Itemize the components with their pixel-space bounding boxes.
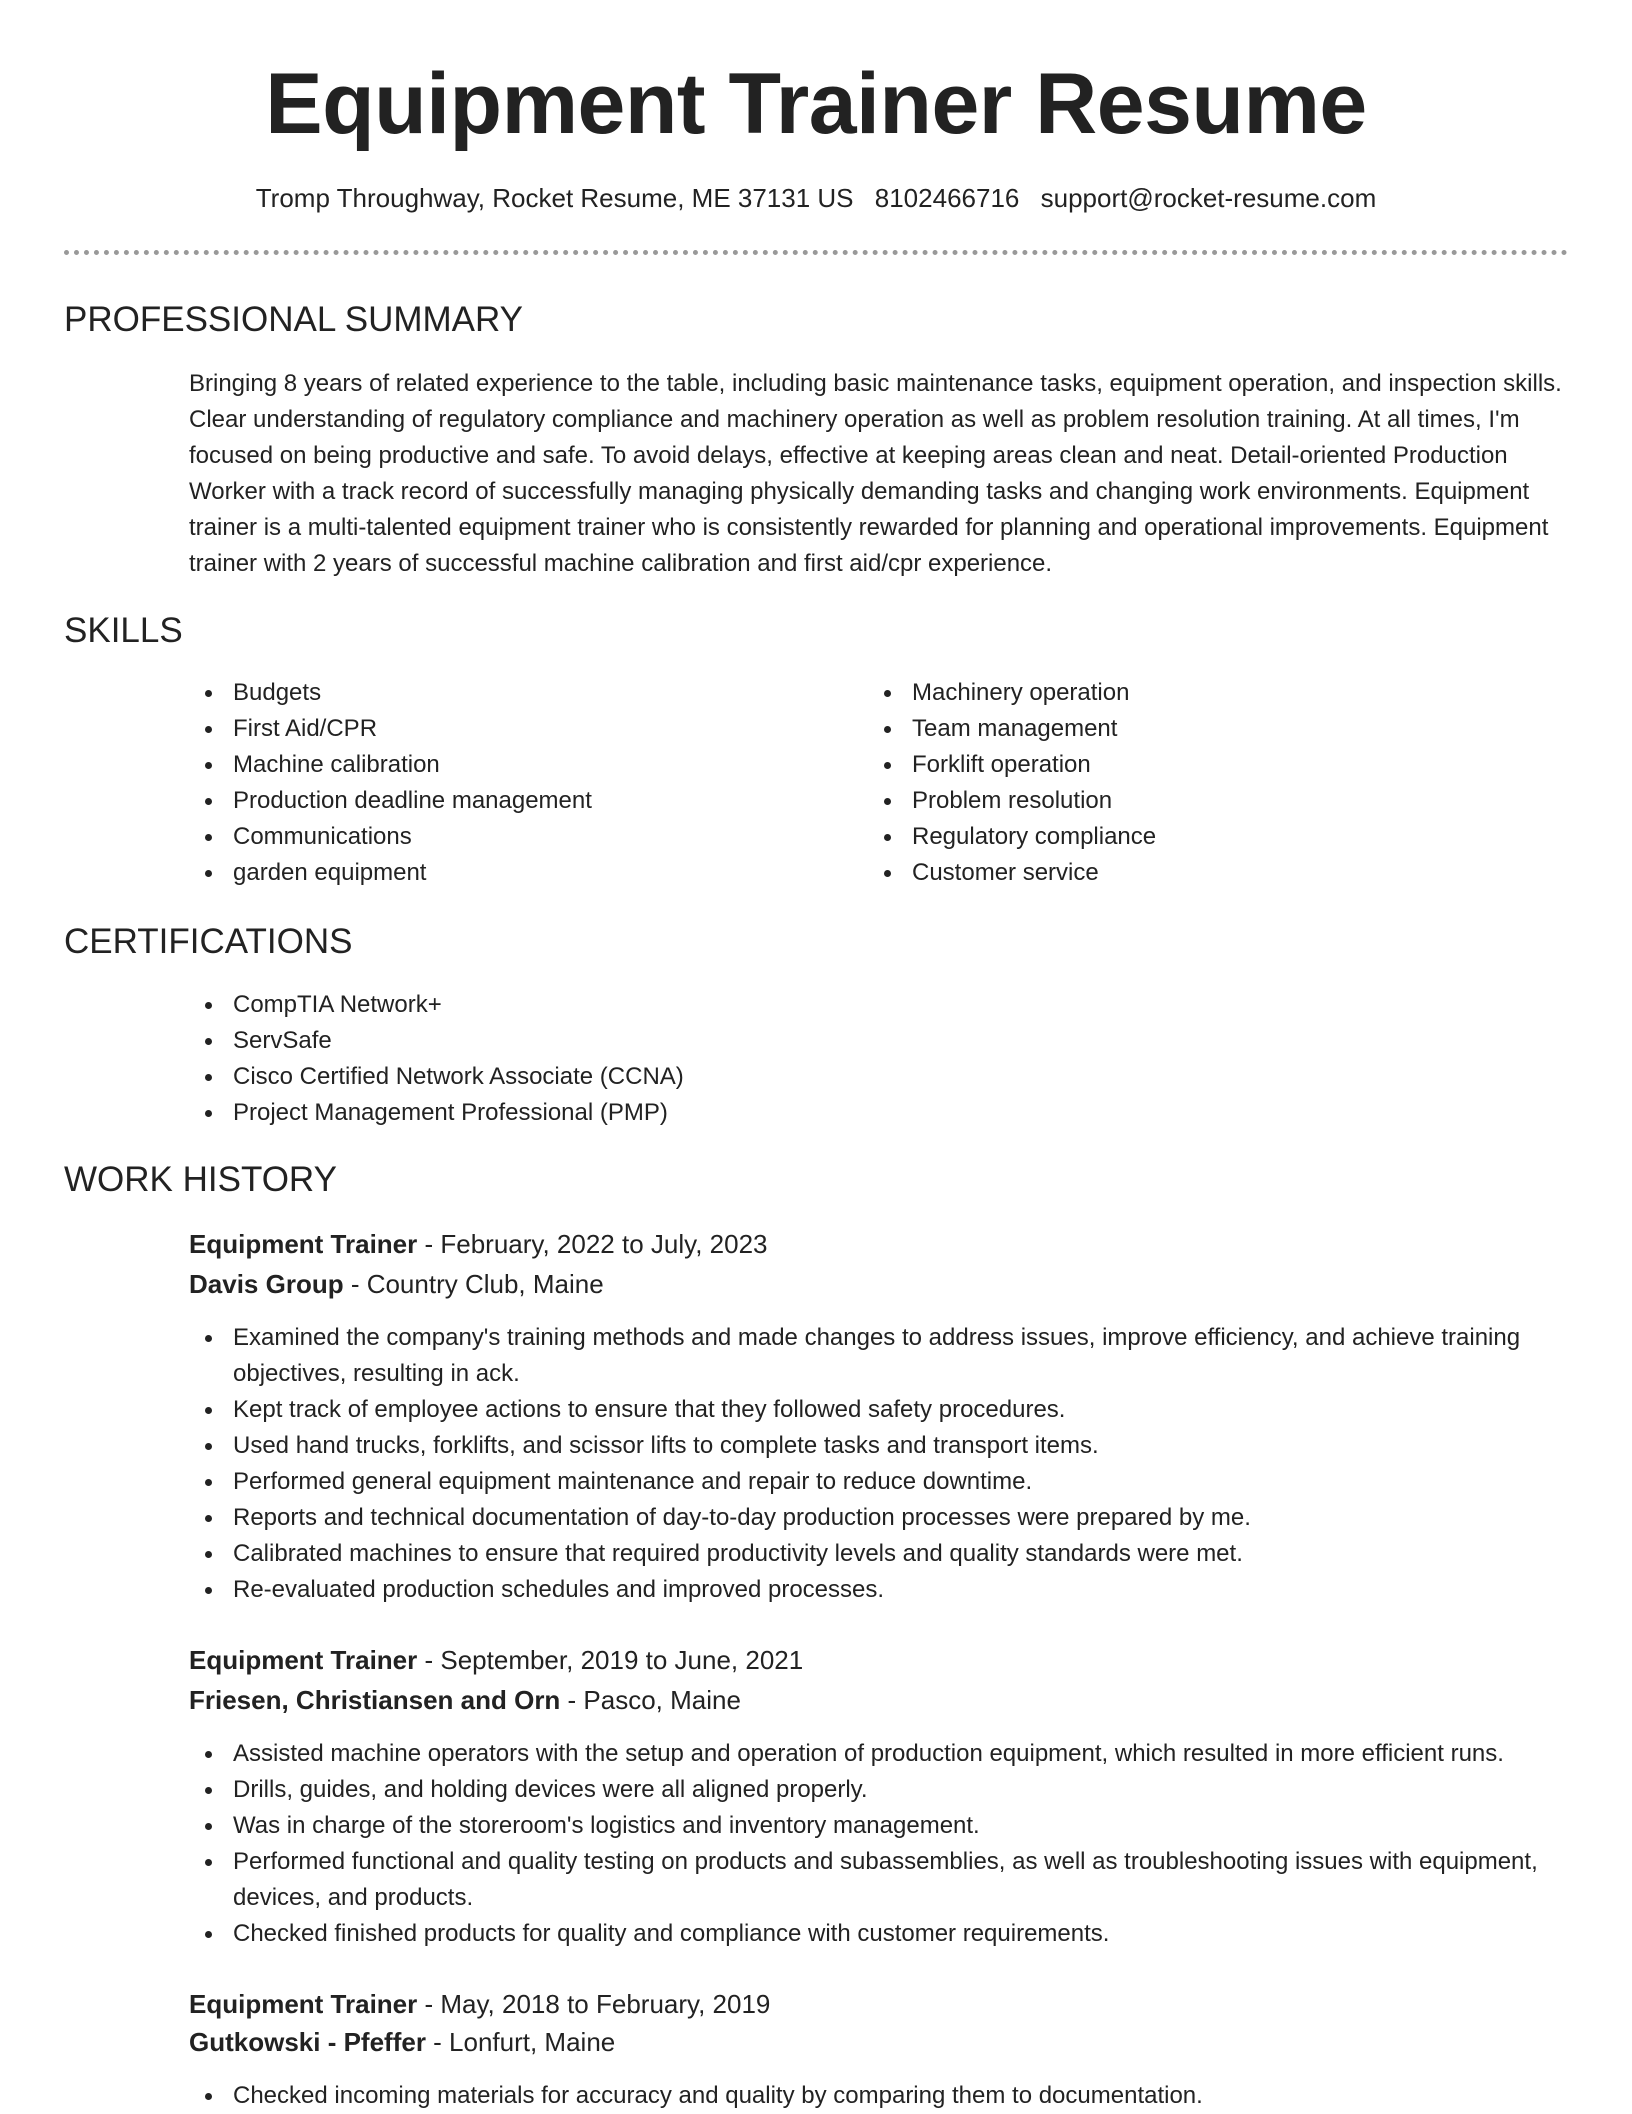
job-duty-item: Was in charge of the storeroom's logistics and inventory management. — [189, 1808, 1569, 1844]
skill-item: Machine calibration — [189, 747, 829, 783]
job-duty-item: Reports and technical documentation of day-to-day production processes were prepared by me. — [189, 1500, 1569, 1536]
job-title-line — [189, 1985, 770, 2023]
skill-item: Team management — [868, 711, 1508, 747]
job-title-line — [189, 1641, 803, 1679]
section-heading-certifications: CERTIFICATIONS — [64, 922, 353, 961]
job-dates: - September, 2019 to June, 2021 — [417, 1645, 804, 1675]
contact-line — [0, 180, 1632, 216]
job-location: - Pasco, Maine — [560, 1685, 741, 1715]
job-title: Equipment Trainer — [189, 1229, 418, 1259]
job-duty-item: Performed functional and quality testing on products and subassemblies, as well as troubleshooting issues with equipment, devices, and products. — [189, 1844, 1569, 1916]
skill-item: Production deadline management — [189, 783, 829, 819]
job-company-line — [189, 1265, 604, 1303]
skill-item: Forklift operation — [868, 747, 1508, 783]
job-title: Equipment Trainer — [189, 1989, 418, 2019]
job-duty-item: Calibrated machines to ensure that required productivity levels and quality standards were met. — [189, 1536, 1569, 1572]
job-duty-item: Examined the company's training methods and made changes to address issues, improve efficiency, and achieve training objectives, resulting in ack. — [189, 1320, 1569, 1392]
section-heading-summary: PROFESSIONAL SUMMARY — [64, 300, 523, 339]
job-location: - Country Club, Maine — [343, 1269, 604, 1299]
skill-item: First Aid/CPR — [189, 711, 829, 747]
certification-item: CompTIA Network+ — [189, 987, 1569, 1023]
job-duties-list — [189, 2078, 1569, 2114]
certification-item: Project Management Professional (PMP) — [189, 1095, 1569, 1131]
section-heading-skills: SKILLS — [64, 611, 183, 650]
job-duty-item: Kept track of employee actions to ensure that they followed safety procedures. — [189, 1392, 1569, 1428]
section-heading-work-history: WORK HISTORY — [64, 1160, 337, 1199]
job-duty-item: Performed general equipment maintenance and repair to reduce downtime. — [189, 1464, 1569, 1500]
job-duty-item: Checked incoming materials for accuracy and quality by comparing them to documentation. — [189, 2078, 1569, 2114]
skill-item: garden equipment — [189, 855, 829, 891]
job-duty-item: Assisted machine operators with the setup and operation of production equipment, which resulted in more efficient runs. — [189, 1736, 1569, 1772]
job-company: Friesen, Christiansen and Orn — [189, 1685, 561, 1715]
job-duty-item: Drills, guides, and holding devices were all aligned properly. — [189, 1772, 1569, 1808]
job-company-line — [189, 2023, 615, 2061]
page-title: Equipment Trainer Resume — [265, 56, 1367, 152]
skill-item: Machinery operation — [868, 675, 1508, 711]
job-dates: - May, 2018 to February, 2019 — [417, 1989, 771, 2019]
job-company: Gutkowski - Pfeffer — [189, 2027, 426, 2057]
job-duty-item: Checked finished products for quality and compliance with customer requirements. — [189, 1916, 1569, 1952]
job-dates: - February, 2022 to July, 2023 — [417, 1229, 768, 1259]
skill-item: Regulatory compliance — [868, 819, 1508, 855]
certification-item: ServSafe — [189, 1023, 1569, 1059]
header-divider — [64, 250, 1568, 255]
skill-item: Communications — [189, 819, 829, 855]
job-company-line — [189, 1681, 741, 1719]
job-location: - Lonfurt, Maine — [425, 2027, 616, 2057]
skill-item: Problem resolution — [868, 783, 1508, 819]
certification-item: Cisco Certified Network Associate (CCNA) — [189, 1059, 1569, 1095]
job-title: Equipment Trainer — [189, 1645, 418, 1675]
skill-item: Customer service — [868, 855, 1508, 891]
job-duties-list — [189, 1320, 1569, 1608]
contact-phone: 8102466716 — [874, 183, 1020, 213]
job-company: Davis Group — [189, 1269, 344, 1299]
skill-item: Budgets — [189, 675, 829, 711]
job-duty-item: Used hand trucks, forklifts, and scissor lifts to complete tasks and transport items. — [189, 1428, 1569, 1464]
certifications-list — [189, 987, 1569, 1131]
contact-address: Tromp Throughway, Rocket Resume, ME 37131 US — [255, 183, 854, 213]
job-title-line — [189, 1225, 768, 1263]
skills-list-left — [189, 675, 829, 891]
summary-text: Bringing 8 years of related experience to the table, including basic maintenance tasks, equipment operation, and inspection skills. Clear understanding of regulatory compliance and machinery operation as well as problem resolution training. At all times, I'm focused on being productive and safe. To avoid delays, effective at keeping areas clean and neat. Detail-oriented Production Worker with a track record of successfully managing physically demanding tasks and changing work environments. Equipment trainer is a multi-talented equipment trainer who is consistently rewarded for planning and operational improvements. Equipment trainer with 2 years of successful machine calibration and first aid/cpr experience. — [189, 370, 1562, 577]
job-duties-list — [189, 1736, 1569, 1952]
contact-email: support@rocket-resume.com — [1040, 183, 1377, 213]
skills-list-right — [868, 675, 1508, 891]
job-duty-item: Re-evaluated production schedules and improved processes. — [189, 1572, 1569, 1608]
